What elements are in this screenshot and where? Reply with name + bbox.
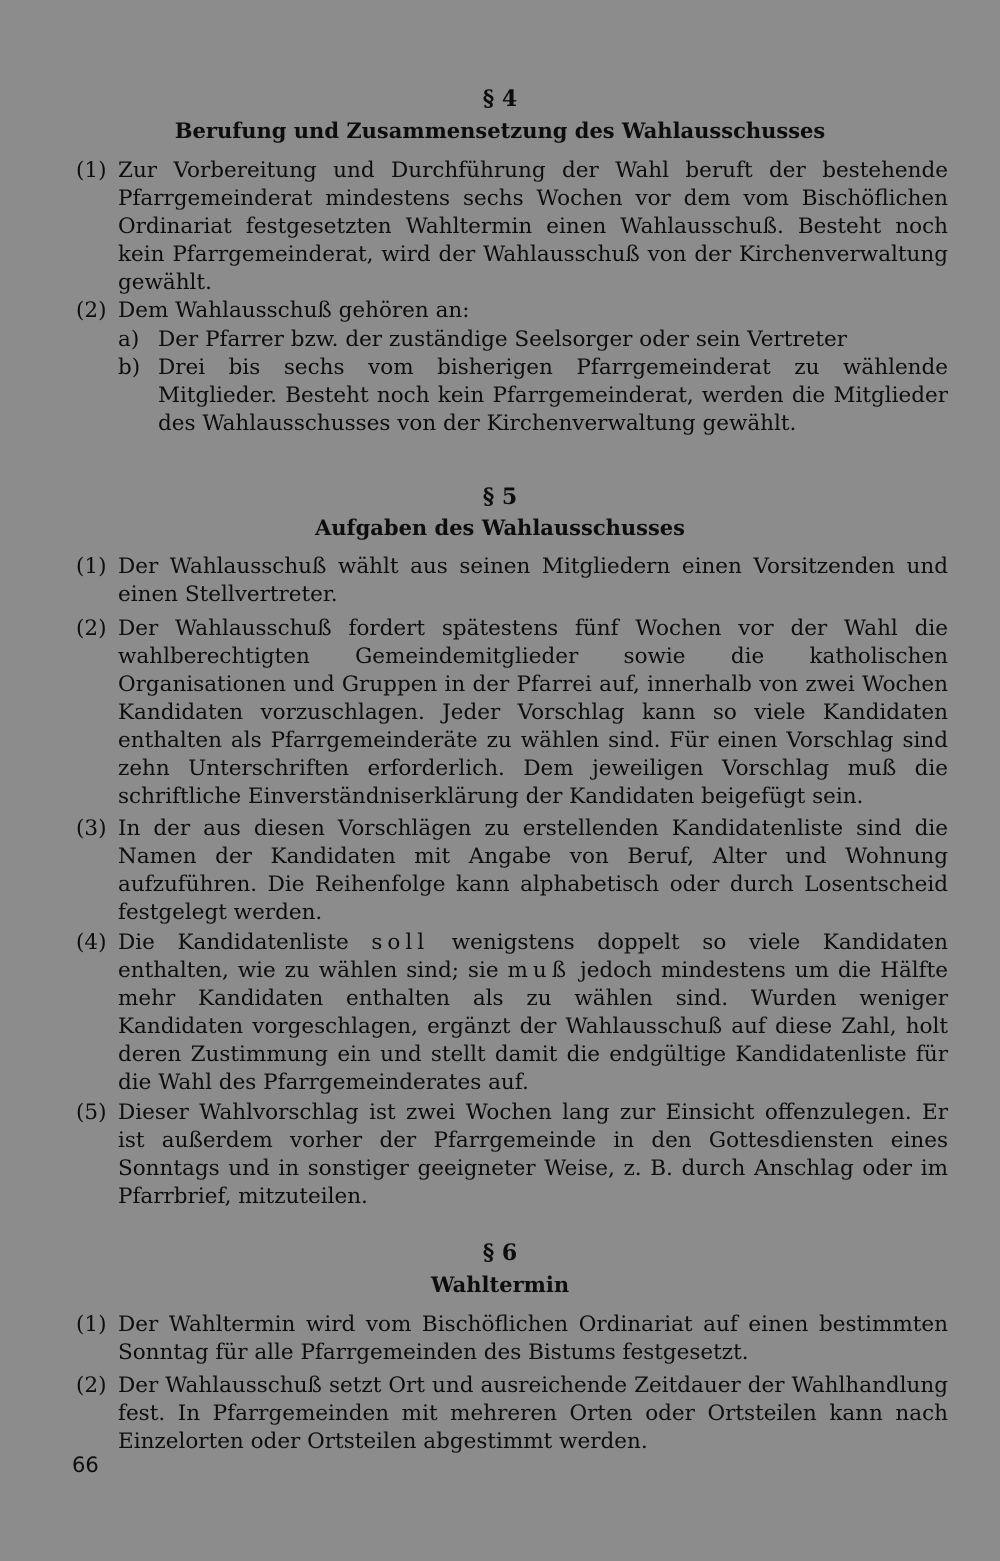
section-4-title: Berufung und Zusammensetzung des Wahlausschusses <box>174 118 826 143</box>
paragraph-number: (4) <box>76 930 107 955</box>
section-6-number: § 6 <box>482 1240 518 1266</box>
paragraph-text: In der aus diesen Vorschlägen zu erstellenden Kandidatenliste sind die Namen der Kandidaten mit Angabe von Beruf, Alter und Wohnung aufzuführen. Die Reihenfolge kann alphabetisch oder durch Losentscheid festgelegt werden. <box>118 816 948 925</box>
item-label: a) <box>118 327 140 352</box>
emphasis-muss: muß <box>507 958 572 983</box>
section-4-paragraph-2 <box>76 297 948 325</box>
item-label: b) <box>118 355 141 380</box>
section-5-paragraph-2 <box>76 615 948 811</box>
paragraph-number: (1) <box>76 1312 107 1337</box>
paragraph-text-part: jedoch mindestens um die Hälfte mehr Kandidaten enthalten als zu wählen sind. Wurden weniger Kandidaten vorgeschlagen, ergänzt der Wahlausschuß auf diese Zahl, holt deren Zustimmung ein und stellt damit die endgültige Kandidatenliste für die Wahl des Pfarrgemeinderates auf. <box>118 958 948 1095</box>
paragraph-text: Der Wahlausschuß setzt Ort und ausreichende Zeitdauer der Wahlhandlung fest. In Pfarrgemeinden mit mehreren Orten oder Ortsteilen kann nach Einzelorten oder Ortsteilen abgestimmt werden. <box>118 1373 948 1454</box>
section-4-item-b <box>118 354 948 438</box>
paragraph-text: Der Wahlausschuß wählt aus seinen Mitgliedern einen Vorsitzenden und einen Stellvertreter. <box>118 554 948 607</box>
section-5-title: Aufgaben des Wahlausschusses <box>315 515 685 540</box>
item-text: Der Pfarrer bzw. der zuständige Seelsorger oder sein Vertreter <box>158 327 847 352</box>
section-6-paragraph-1 <box>76 1311 948 1367</box>
section-6-title: Wahltermin <box>430 1272 570 1297</box>
section-5-paragraph-4 <box>76 929 948 1097</box>
section-5-number: § 5 <box>482 484 518 510</box>
section-4-item-a <box>118 326 948 354</box>
paragraph-number: (3) <box>76 816 107 841</box>
section-4-paragraph-1 <box>76 157 948 297</box>
section-4-number: § 4 <box>482 86 518 112</box>
section-6-paragraph-2 <box>76 1372 948 1456</box>
page-number: 66 <box>72 1453 99 1477</box>
paragraph-number: (2) <box>76 616 107 641</box>
section-5-paragraph-1 <box>76 553 948 609</box>
paragraph-text: Der Wahlausschuß fordert spätestens fünf Wochen vor der Wahl die wahlberechtigten Gemeindemitglieder sowie die katholischen Organisationen und Gruppen in der Pfarrei auf, innerhalb von zwei Wochen Kandidaten vorzuschlagen. Jeder Vorschlag kann so viele Kandidaten enthalten als Pfarrgemeinderäte zu wählen sind. Für einen Vorschlag sind zehn Unterschriften erforderlich. Dem jeweiligen Vorschlag muß die schriftliche Einverständniserklärung der Kandidaten beigefügt sein. <box>118 616 948 809</box>
paragraph-text-part: Die Kandidatenliste <box>118 930 349 955</box>
paragraph-text: Zur Vorbereitung und Durchführung der Wahl beruft der bestehende Pfarrgemeinderat mindestens sechs Wochen vor dem vom Bischöflichen Ordinariat festgesetzten Wahltermin einen Wahlausschuß. Besteht noch kein Pfarrgemeinderat, wird der Wahlausschuß von der Kirchenverwaltung gewählt. <box>118 158 948 295</box>
paragraph-text: Dieser Wahlvorschlag ist zwei Wochen lang zur Einsicht offenzulegen. Er ist außerdem vorher der Pfarrgemeinde in den Gottesdiensten eines Sonntags und in sonstiger geeigneter Weise, z. B. durch Anschlag oder im Pfarrbrief, mitzuteilen. <box>118 1100 948 1209</box>
item-text: Drei bis sechs vom bisherigen Pfarrgemeinderat zu wählende Mitglieder. Besteht noch kein Pfarrgemeinderat, werden die Mitglieder des Wahlausschusses von der Kirchenverwaltung gewählt. <box>158 355 948 436</box>
paragraph-number: (1) <box>76 158 107 183</box>
paragraph-text <box>118 929 948 1097</box>
emphasis-soll: soll <box>371 930 430 955</box>
paragraph-text: Der Wahltermin wird vom Bischöflichen Ordinariat auf einen bestimmten Sonntag für alle Pfarrgemeinden des Bistums festgesetzt. <box>118 1312 948 1365</box>
section-5-paragraph-5 <box>76 1099 948 1211</box>
paragraph-text-part: wenigstens doppelt so viele Kandidaten enthalten, wie zu wählen sind; sie <box>118 930 948 983</box>
paragraph-number: (1) <box>76 554 107 579</box>
paragraph-number: (5) <box>76 1100 107 1125</box>
paragraph-text: Dem Wahlausschuß gehören an: <box>118 298 470 323</box>
paragraph-number: (2) <box>76 298 107 323</box>
paragraph-number: (2) <box>76 1373 107 1398</box>
section-5-paragraph-3 <box>76 815 948 927</box>
